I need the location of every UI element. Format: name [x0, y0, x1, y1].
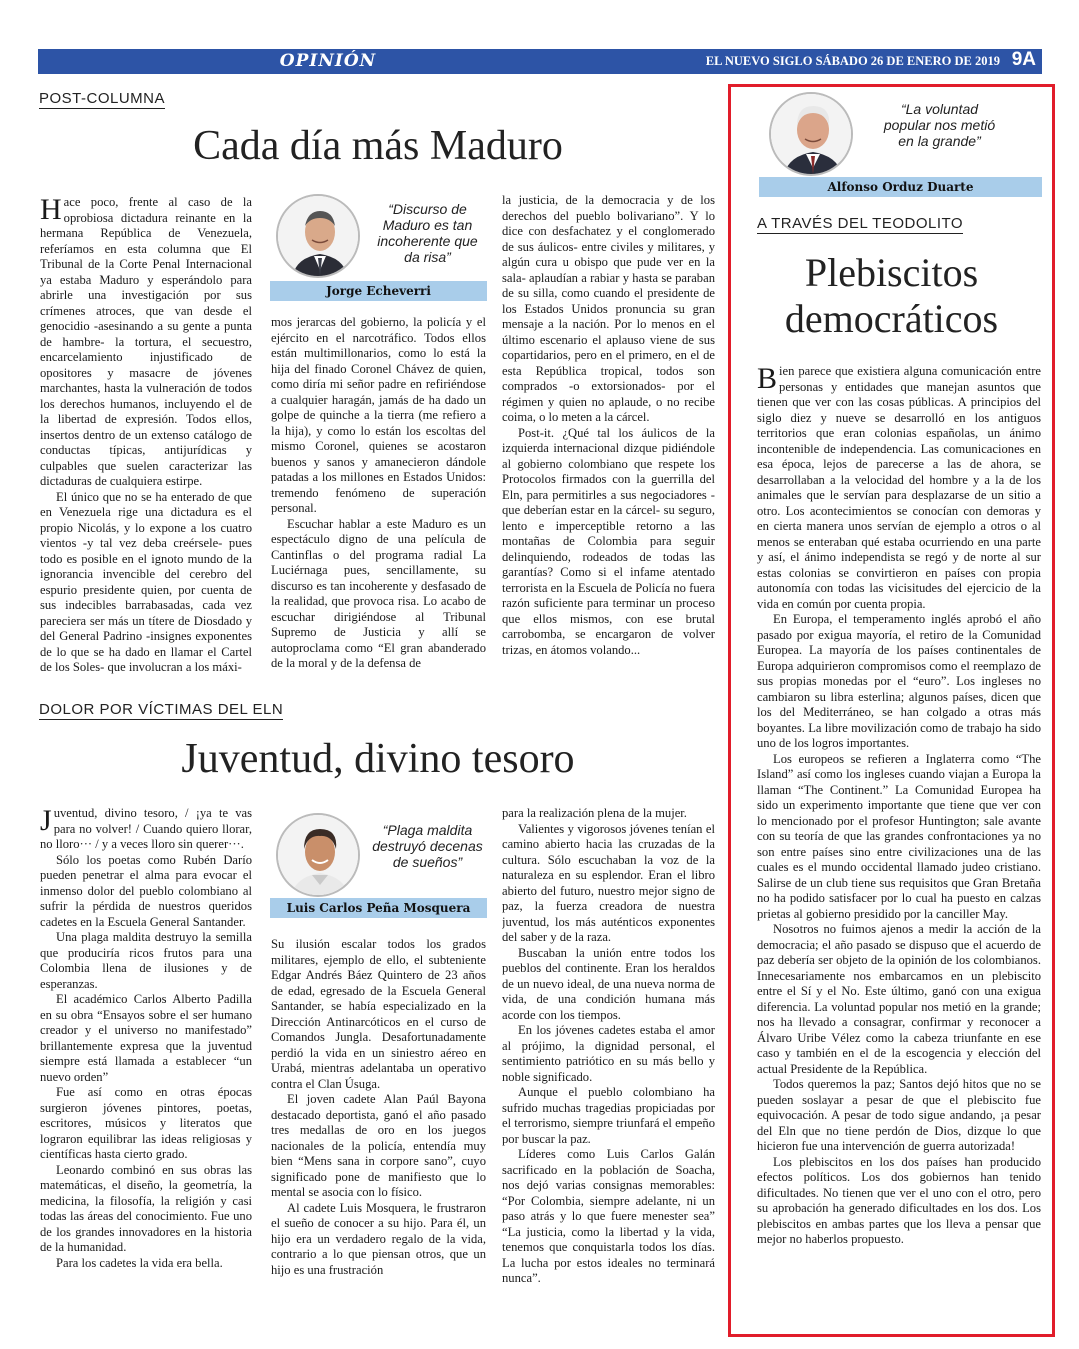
article1-col1-p2: El único que no se ha enterado de que en Venezuela rige una dictadura es el propio Nicolás, y lo expone a los cuatro vientos -y tal vez deba creérsele- pues todo es posible en el ignoto mundo de la ignorancia invencible del cerebro del espurio presidente quien, por cuenta de sus indecibles barrabasadas, cada vez pareciera ser más un títere de Diosdado y del General Padrino -insignes exponentes de lo que se ha dado en llamar el Cartel de los Soles- que involucran a los máxi- — [40, 489, 252, 674]
article1-kicker: POST-COLUMNA — [39, 90, 166, 107]
author-portrait — [769, 92, 853, 176]
section-title: OPINIÓN — [279, 51, 377, 71]
article2-col2-p3: Al cadete Luis Mosquera, le frustraron el sueño de conocer a su hijo. Para él, un hijo era un verdadero regalo de la vida, contrario a lo que piensan otros, que un hijo es una frustración — [271, 1200, 486, 1277]
article2-drop-cap: J — [40, 806, 52, 837]
page-number: 9A — [1011, 49, 1036, 70]
article3-p6: Los plebiscitos en los dos países han producido efectos políticos. Los dos gobiernos han tenido dificultades. No tienen que ver el uno con el otro, pero su aprobación ha generado dificultades en los dos. Los plebiscitos en ambas partes que los lleva a pensar que mejor no haberlos propuesto. — [757, 1154, 1041, 1246]
article3-kicker: A TRAVÉS DEL TEODOLITO — [757, 215, 964, 232]
article1-col3-p1: la justicia, de la democracia y de los derechos del pueblo bolivariano”. Y lo dice con desfachatez y el conglomerado de sus áulicos- entre civiles y militares, y algún cura u obispo que pude ver en la sala- aplaudían a rabiar y hasta se paraban de su silla, como cuando el presidente de los Estados Unidos pronuncia su gran mensaje a la nación. Por lo menos en el último escenario el aplauso viene de sus copartidarios, pero en el primero, en el de esta República tropical, todos son comprados -o extorsionados- por el régimen y quien no aplaude, o no recibe coima, o lo meten a la cárcel. — [502, 193, 715, 424]
article2-author-box — [270, 808, 487, 920]
article1-author-name: Jorge Echeverri — [270, 281, 487, 301]
article2-col3-p6: Líderes como Luis Carlos Galán sacrificado en la población de Soacha, nos dejó varias consignas memorables: “Por Colombia, siempre adelante, ni un paso atrás y lo que fuere menester sea” “La justicia, como la libertad y la vida, tenemos que conquistarla todos los días. La lucha por estos ideales no terminará nunca”. — [502, 1147, 715, 1285]
article1-pull-quote: “Discurso de Maduro es tan incoherente que da risa” — [377, 201, 478, 265]
article2-col1-p7: Para los cadetes la vida era bella. — [56, 1255, 223, 1270]
article3-p1: ien parece que existiera alguna comunicación entre personas y entidades que manejan asuntos que tienen que ver con las cosas públicas. A principios del siglo diez y nueve se desarrolló en los antiguos territorios que eran colonias españolas, un ánimo incontenible de independencia. Las comunicaciones en esa época, lejos de parecerse a las de ahora, se desarrollaban a la velocidad del hombre y a la de los animales que le servían para desplazarse de un sitio a otro. Los acontecimientos se conocían con demoras y en cierta manera unos servían de ejemplo a otros o al menos se enteraban qué estaba ocurriendo en una parte y así, el ánimo independista se regó y de norte al sur estas colonias se convirtieron en países con propia autonomía con todas las vicisitudes del ejercicio de la vida en común por cuenta propia. — [757, 364, 1041, 611]
paper-date: EL NUEVO SIGLO SÁBADO 26 DE ENERO DE 2019 — [705, 54, 1000, 68]
portrait-jorge-echeverri-image — [278, 196, 360, 278]
article2-col1-p2: Sólo los poetas como Rubén Darío pueden penetrar el alma para evocar el inmenso dolor del pueblo colombiano al sufrir la pérdida de nuestros queridos cadetes en la Escuela General Santander. — [40, 852, 252, 929]
article3-author-box — [759, 92, 1042, 200]
article1-col2-p2: Escuchar hablar a este Maduro es un espectáculo digno de una película de Cantinflas o del programa radial La Luciérnaga pues, sencillamente, su discurso es tan incoherente y desfasado de la realidad, que provoca risa. Lo acabo de escuchar dirigiéndose al Tribunal Supremo de Justicia y allí se autoproclama como “El gran abanderado de la moral y de la defensa de — [271, 516, 486, 670]
article2-kicker: DOLOR POR VÍCTIMAS DEL ELN — [39, 701, 284, 718]
article1-column-3 — [502, 193, 715, 685]
article2-headline: Juventud, divino tesoro — [181, 736, 575, 782]
masthead-bar — [38, 49, 1042, 74]
article3-body — [757, 364, 1041, 1296]
article2-column-2 — [271, 937, 486, 1297]
article2-col1-p5: Fue así como en otras épocas surgieron jóvenes pintores, poetas, escritores, músicos y literatos que lograron equilibrar las ideas religiosas y científicas hasta cierto grado. — [40, 1085, 252, 1161]
article1-author-box — [270, 189, 487, 301]
article2-col1-p1: uventud, divino tesoro, / ¡ya te vas para no volver! / Cuando quiero llorar, no lloro··· / y a veces lloro sin querer···. — [40, 806, 252, 851]
portrait-luis-carlos-pena-image — [278, 815, 360, 897]
article2-column-1 — [40, 806, 252, 1296]
article2-col3-p5: Aunque el pueblo colombiano ha sufrido muchas tragedias propiciadas por el terrorismo, siempre triunfará el empeño por buscar la paz. — [502, 1085, 715, 1146]
article1-drop-cap: H — [40, 195, 62, 226]
article2-col3-p4: En los jóvenes cadetes estaba el amor al prójimo, la dignidad personal, el sentimiento patriótico en su más bello y noble significado. — [502, 1023, 715, 1084]
article2-col1-p6: Leonardo combinó en sus obras las matemáticas, el diseño, la geometría, la medicina, la filosofía, la religión y casi todas las áreas del conocimiento. Fue uno de los grandes innovadores en la historia de la humanidad. — [40, 1162, 252, 1254]
article3-headline-line-1: Plebiscitos — [804, 250, 979, 295]
portrait-alfonso-orduz-image — [771, 94, 853, 176]
article2-col1-p3: Una plaga maldita destruyo la semilla que produciría ricos frutos para una Colombia llena de ilusiones y de esperanzas. — [40, 930, 252, 991]
article2-col2-p2: El joven cadete Alan Paúl Bayona destacado deportista, ganó el año pasado tres medallas de oro en los juegos nacionales de la policía, entendía muy bien “Mens sana in corpore sano”, cuyo significado pone de manifiesto que lo mental se asocia con lo físico. — [271, 1092, 486, 1199]
article2-pull-quote: “Plaga maldita destruyó decenas de sueños” — [372, 822, 483, 870]
article1-column-1 — [40, 195, 252, 685]
article2-col3-p1: para la realización plena de la mujer. — [502, 806, 687, 820]
article2-col3-p2: Valientes y vigorosos jóvenes tenían el camino abierto hacia las cruzadas de la cultura. Sólo escuchaban la voz de la naturaleza en su esplendor. Eran el libro abierto del futuro, nuestro mejor signo de paz, la fuerza creadora de nuestra juventud, los más auténticos exponentes del saber y de la raza. — [502, 821, 715, 944]
article3-p5: Todos queremos la paz; Santos dejó hitos que no se pueden soslayar a pesar de que el plebiscito fue equivocación. A pesar de todo sigue andando, ¡a pesar del Eln que no tiene perdón de Dios, dizque lo que hicieron fue una intervención de guerra autorizada! — [757, 1077, 1041, 1153]
author-portrait — [276, 194, 360, 278]
article1-col2-p1: mos jerarcas del gobierno, la policía y el ejército en el narcotráfico. Todos ellos están multimillonarios, como lo está la hija del finado Coronel Chávez de quien, como diría mi señor padre en refiriéndose a cualquier haragán, jamás de ha dado un golpe de quinche a la tierra (me refiero a la hija), y como lo están los escoltas del mismo Coronel, quienes se acostaron buenos y sanos y amanecieron dándole patadas a los millones en Estados Unidos: tremendo fenómeno de superación personal. — [271, 315, 486, 515]
article1-col1-p1: ace poco, frente al caso de la oprobiosa dictadura reinante en la hermana República de Venezuela, referíamos en esta columna que El Tribunal de la Corte Penal Internacional ya estaba Maduro y esperándolo para abrirle una investigación por sus crímenes atroces, que van desde el genocidio -asesinando a su gente a punta de hambre- la tortura, el secuestro, encarcelamiento injustificado de opositores y masacre de jóvenes marchantes, hasta la vulneración de todos los derechos humanos, incluyendo el de la libertad de expresión. Todos ellos, insertos dentro de un extenso catálogo de conductas típicas, antijurídicas y culpables que suelen caracterizar las dictaduras de cualquiera estirpe. — [40, 195, 252, 488]
article2-col2-p1: Su ilusión escalar todos los grados militares, ejemplo de ello, el subteniente Edgar Andrés Báez Quintero de 23 años de edad, egresado de la Escuela General Santander, se había especializado en la Dirección Antinarcóticos en el curso de Comandos Jungla. Desafortunadamente perdió la vida en un siniestro aéreo en Urabá, mientras adelantaba un operativo contra el Clan Úsuga. — [271, 937, 486, 1091]
author-portrait — [276, 813, 360, 897]
article3-p2: En Europa, el temperamento inglés aprobó el año pasado por exigua mayoría, el retiro de la Comunidad Europea. La mayoría de los países continentales de Europa adquirieron compromisos como el reemplazo de sus propias monedas por el “euro”. Los ingleses no cambiaron su libra esterlina; algunos países, dicen que los del Mediterráneo, se han colgado a otras más boyantes. La libre movilización como de trabajo ha sido uno de los logros importantes. — [757, 612, 1041, 750]
article3-drop-cap: B — [757, 364, 778, 395]
article1-headline: Cada día más Maduro — [193, 123, 563, 169]
article3-author-name: Alfonso Orduz Duarte — [759, 177, 1042, 197]
article3-pull-quote: “La voluntad popular nos metió en la grande” — [883, 101, 996, 149]
article1-col3-p2: Post-it. ¿Qué tal los áulicos de la izquierda internacional dizque pidiéndole al gobierno colombiano que respete los Protocolos firmados con la guerrilla del Eln, para permitirles a sus negociadores -que deberían estar en la cárcel- su seguro, lento e imperceptible retorno a las montañas de Colombia para seguir delinquiendo, rodeados de todas las garantías? Como si el infame atentado terrorista en la Escuela de Policía no fuera razón suficiente para terminar un proceso que ellos mismos, con ese brutal carrobomba, se encargaron de volver trizas, en átomos volando... — [502, 425, 715, 657]
article2-col3-p3: Buscaban la unión entre todos los pueblos del continente. Eran los heraldos de un nuevo ideal, de una nueva norma de vida, de una condición humana más acorde con los tiempos. — [502, 945, 715, 1022]
article2-column-3 — [502, 806, 715, 1296]
article3-p3: Los europeos se refieren a Inglaterra como “The Island” así como los ingleses cuando viajan a Europa la llaman “The Continent.” La Comunidad Europea ha sido un experimento importante que tiene que ver con lo mencionado por el profesor Huntington; sale avante con su teoría de que las grandes confrontaciones ya no son entre países sino entre civilizaciones una de las cuales es el mundo occidental llamado judeo cristiano. Salirse de un club tiene sus requisitos que Gran Bretaña no ha podido satisfacer por lo cual ha puesto en calzas prietas al gobierno presidido por la canciller May. — [757, 751, 1041, 921]
article2-col1-p4: El académico Carlos Alberto Padilla en su obra “Ensayos sobre el ser humano creador y el universo no manifestado” brillantemente expresa que la juventud siempre está llamada a establecer “un nuevo orden” — [40, 992, 252, 1084]
article3-p4: Nosotros no fuimos ajenos a medir la acción de la democracia; el año pasado se dispuso que el acuerdo de paz debería ser objeto de la opinión de los colombianos. Innecesariamente nos embarcamos en un plebiscito entre el Sí y el No. Este último, ganó con una exigua diferencia. La voluntad popular nos metió en la grande; nos ha llevado a consagrar, confirmar y reconocer a Álvaro Uribe Vélez como la cabeza triunfante en ese caso y también en el de la escogencia y elección del actual Presidente de la República. — [757, 922, 1041, 1076]
article2-author-name: Luis Carlos Peña Mosquera — [270, 898, 487, 918]
article3-headline-line-2: democráticos — [784, 296, 999, 341]
article1-column-2 — [271, 315, 486, 685]
article3-headline — [745, 250, 1038, 342]
